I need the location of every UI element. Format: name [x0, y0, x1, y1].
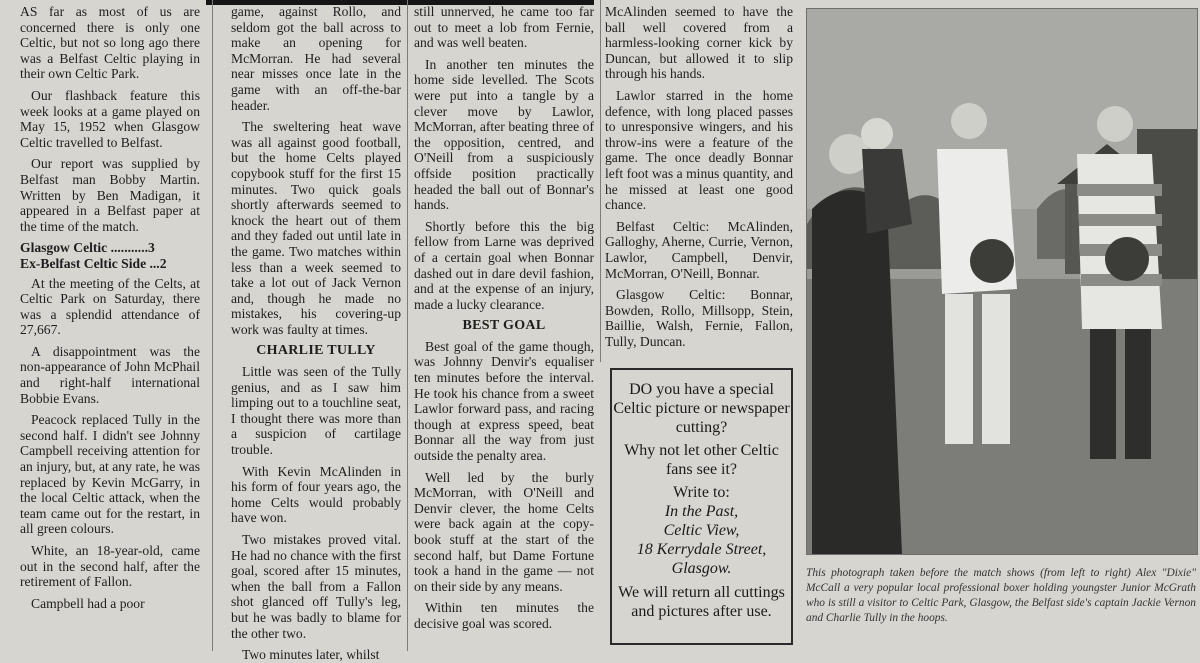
match-photograph: [806, 8, 1198, 555]
paragraph: Two mistakes proved vital. He had no chance with the first goal, scored after 15 minutes, when the ball from a Fallon shot glanced off Tully's leg, but he was badly to blame for the other two.: [231, 532, 401, 641]
article-column-1: [20, 4, 200, 651]
reader-appeal-box: [610, 368, 793, 645]
article-column-2: [231, 4, 401, 663]
address-line-4: Glasgow.: [671, 560, 732, 577]
address-line-3: 18 Kerrydale Street,: [636, 541, 767, 558]
paragraph: Campbell had a poor: [31, 595, 145, 611]
address-line-2: Celtic View,: [663, 522, 740, 539]
paragraph: Shortly before this the big fellow from Larne was deprived of a certain goal when Bonnar dashed out in dare devil fashion, and at the expense of an injury, made a lucky clearance.: [414, 218, 594, 312]
paragraph: With Kevin McAlinden in his form of four years ago, the home Celts would probably have won.: [231, 463, 401, 526]
return-note: We will return all cuttings and pictures after use.: [618, 584, 785, 620]
address-line-1: In the Past,: [664, 503, 739, 520]
column-rule: [212, 0, 213, 651]
paragraph: The sweltering heat wave was all against good football, but the home Celts played copybook stuff for the first 15 minutes. Two quick goals shortly afterwards seemed to knock the heart out of them and they faded out until late in the game. Two matches within less than a week seemed to take a lot out of Jack Vernon and, though he made no mistakes, his covering-up work was faulty at times.: [231, 119, 401, 337]
write-to-label: Write to:: [673, 484, 730, 501]
paragraph: Little was seen of the Tully genius, and as I saw him limping out to a touchline seat, I thought there was more than a suspicion of cartilage trouble.: [231, 364, 401, 458]
subheading-charlie-tully: CHARLIE TULLY: [256, 343, 376, 359]
intro-paragraph: AS far as most of us are concerned there is only one Celtic, but not so long ago there was a Belfast Celtic playing in their own Celtic Park.: [20, 4, 200, 82]
paragraph: Two minutes later, whilst: [242, 647, 380, 663]
paragraph: A disappointment was the non-appearance of John McPhail and right-half international Bobbie Evans.: [20, 343, 200, 406]
column-rule: [407, 0, 408, 651]
result-line-glasgow: Glasgow Celtic ...........3: [20, 240, 155, 256]
article-column-3: [414, 4, 594, 651]
photo-illustration: [807, 9, 1197, 554]
column-rule: [600, 0, 601, 362]
appeal-question-2: Why not let other Celtic fans see it?: [624, 442, 779, 478]
appeal-question: DO you have a special Celtic picture or newspaper cutting?: [613, 381, 790, 436]
paragraph: Lawlor starred in the home defence, with long placed passes to unresponsive wingers, and his throw-ins were a feature of the game. The once deadly Bonnar left foot was a minus quantity, and he missed at least one good chance.: [605, 87, 793, 213]
paragraph: McAlinden seemed to have the ball well covered from a harmless-looking corner kick by Duncan, but allowed it to slip through his hands.: [605, 4, 793, 82]
paragraph: Best goal of the game though, was Johnny Denvir's equaliser ten minutes before the interval. He took his chance from a sweet Lawlor forward pass, and racing though at express speed, beat Bonnar all the way from just outside the penalty area.: [414, 338, 594, 464]
subheading-best-goal: BEST GOAL: [462, 318, 546, 334]
paragraph: Within ten minutes the decisive goal was scored.: [414, 600, 594, 631]
paragraph: Our report was supplied by Belfast man Bobby Martin. Written by Ben Madigan, it appeared in a Belfast paper at the time of the match.: [20, 156, 200, 234]
paragraph: White, an 18-year-old, came out in the second half, after the retirement of Fallon.: [20, 543, 200, 590]
article-column-4: [605, 4, 793, 366]
paragraph: still unnerved, he came too far out to meet a lob from Fernie, and was well beaten.: [414, 4, 594, 51]
result-line-belfast: Ex-Belfast Celtic Side ...2: [20, 255, 167, 271]
photo-caption: This photograph taken before the match shows (from left to right) Alex "Dixie" McCall a very popular local professional boxer holding youngster Junior McGrath who is still a visitor to Celtic Park, Glasgow, the Belfast side's captain Jackie Vernon and Charlie Tully in the hoops.: [806, 567, 1196, 624]
paragraph: game, against Rollo, and seldom got the ball across to make an opening for McMorran. He had several near misses once late in the game with an off-the-bar header.: [231, 4, 401, 113]
paragraph: In another ten minutes the home side levelled. The Scots were put into a tangle by a clever move by Lawlor, McMorran, after beating three of the opposition, centred, and O'Neill from a suspiciously offside position practically headed the ball out of Bonnar's hands.: [414, 56, 594, 213]
paragraph: Our flashback feature this week looks at a game played on May 15, 1952 when Glasgow Celtic travelled to Belfast.: [20, 87, 200, 150]
paragraph: At the meeting of the Celts, at Celtic Park on Saturday, there was a splendid attendance of 27,667.: [20, 275, 200, 338]
paragraph: Well led by the burly McMorran, with O'Neill and Denvir clever, the home Celts were back again at the copy-book stuff at the start of the second half, but Dame Fortune took a hand in the game — not on their side by any means.: [414, 469, 594, 594]
team-line-glasgow: Glasgow Celtic: Bonnar, Bowden, Rollo, Millsopp, Stein, Baillie, Walsh, Fernie, Fallon, Tully, Duncan.: [605, 287, 793, 349]
team-line-belfast: Belfast Celtic: McAlinden, Galloghy, Aherne, Currie, Vernon, Lawlor, Campbell, Denvir, McMorran, O'Neill, Bonnar.: [605, 218, 793, 281]
paragraph: Peacock replaced Tully in the second half. I didn't see Johnny Campbell receiving attention for an injury, but, at any rate, he was replaced by Kevin McGarry, in the local Celtic attack, when the team came out for the restart, in all green colours.: [20, 412, 200, 537]
